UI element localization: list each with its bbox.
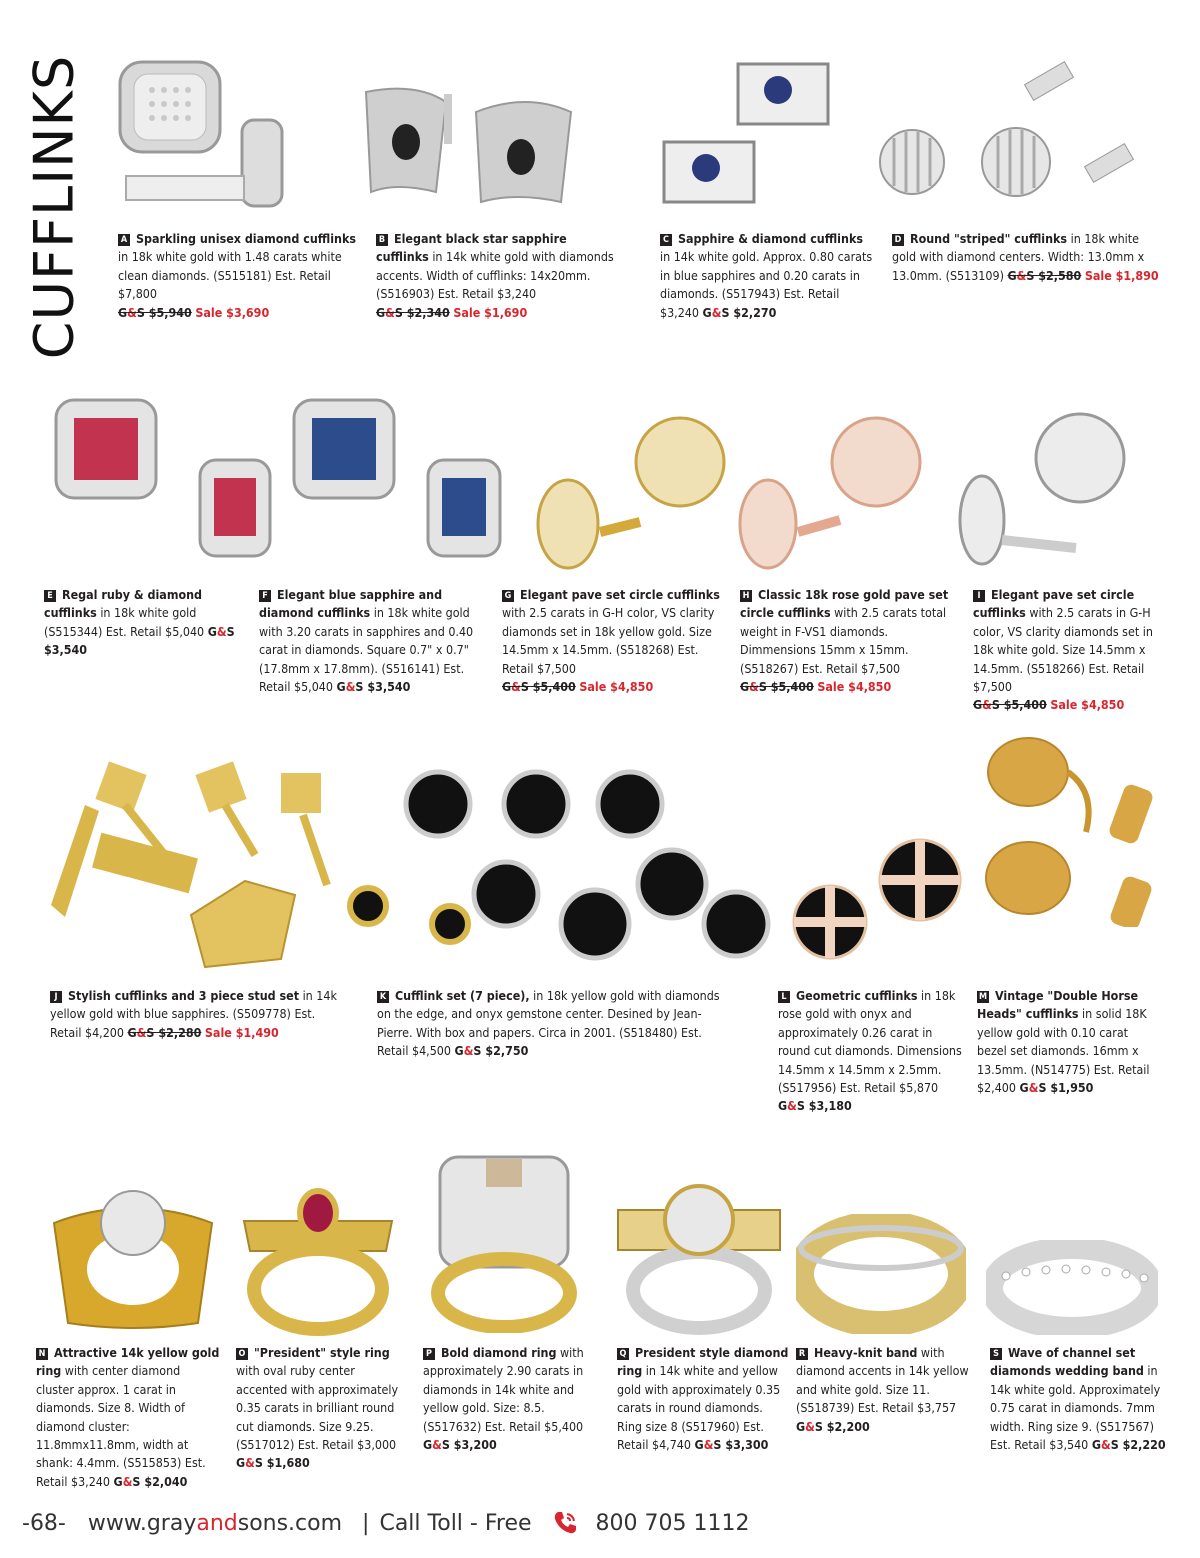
caption-o [236, 1344, 406, 1473]
product-image-q [614, 1180, 784, 1335]
caption-f [259, 586, 481, 696]
product-image-i [956, 410, 1156, 570]
sale-price: Sale $3,690 [195, 304, 270, 320]
product-image-p [424, 1153, 584, 1333]
phone-icon [550, 1508, 580, 1538]
caption-g [502, 586, 730, 696]
item-letter: J [50, 991, 62, 1003]
page-number: -68- [22, 1510, 66, 1536]
product-image-r [796, 1214, 966, 1334]
item-letter: E [44, 590, 56, 602]
item-title: Sparkling unisex diamond cufflinks [136, 231, 357, 246]
gs-price: G&S $3,540 [44, 623, 235, 658]
item-letter: O [236, 1348, 248, 1360]
product-image-a [112, 58, 292, 218]
product-image-l [790, 822, 970, 972]
item-letter: N [36, 1348, 48, 1360]
gs-price: G&S $2,040 [113, 1473, 188, 1489]
footer [22, 1506, 1182, 1540]
item-letter: I [973, 590, 985, 602]
product-image-e [50, 396, 275, 566]
section-title: CUFFLINKS [22, 54, 86, 360]
item-desc: with 2.5 carats total weight in F-VS1 diamonds. Dimmensions 15mm x 15mm. (S518267) Est. Retail $7,500 [740, 605, 947, 676]
item-title: Elegant black star sapphire cufflinks [376, 231, 567, 265]
sale-price: Sale $4,850 [579, 679, 654, 695]
caption-c [660, 230, 875, 322]
item-title: Attractive 14k yellow gold ring [36, 1345, 220, 1379]
caption-s [990, 1344, 1168, 1454]
item-letter: C [660, 234, 672, 246]
sale-price: Sale $4,850 [817, 679, 892, 695]
item-desc: in 18k white gold with diamond centers. Width: 13.0mm x 13.0mm. (S513109) [892, 231, 1145, 283]
item-desc: in 14k white gold with diamonds accents. Width of cufflinks: 14x20mm. (S516903) Est. Retail $3,240 [376, 249, 614, 302]
item-desc: in solid 18K yellow gold with 0.10 carat bezel set diamonds. 16mm x 13.5mm. (N514775) Est. Retail $2,400 [977, 1006, 1150, 1096]
product-image-h [736, 412, 936, 572]
product-image-s [986, 1240, 1158, 1335]
item-letter: F [259, 590, 271, 602]
gs-price: G&S $3,300 [694, 1437, 769, 1453]
gs-old-price: G&S $5,400 [502, 679, 576, 695]
item-title: Stylish cufflinks and 3 piece stud set [68, 988, 300, 1003]
caption-r [796, 1344, 976, 1436]
item-desc: with 2.5 carats in G-H color, VS clarity diamonds set in 18k yellow gold. Size 14.5mm x 14.5mm. (S518268) Est. Retail $7,500 [502, 605, 715, 676]
item-desc: in 14k white and yellow gold with approximately 0.35 carats in round diamonds. Ring size 8 (S517960) Est. Retail $4,740 [617, 1363, 781, 1453]
item-title: Round "striped" cufflinks [910, 231, 1068, 246]
product-image-k [340, 764, 772, 976]
product-image-m [976, 732, 1156, 927]
gs-old-price: G&S $2,340 [376, 304, 450, 320]
sale-price: Sale $1,690 [453, 304, 528, 320]
item-letter: D [892, 234, 904, 246]
item-desc: with oval ruby center accented with approximately 0.35 carats in brilliant round cut diamonds. Size 9.25. (S517012) Est. Retail $3,000 [236, 1363, 399, 1453]
gs-old-price: G&S $5,400 [740, 679, 814, 695]
item-desc: with approximately 2.90 carats in diamonds in 14k white and yellow gold. Size: 8.5. (S517632) Est. Retail $5,400 [423, 1345, 584, 1434]
item-desc: in 14k yellow gold with blue sapphires. (S509778) Est. Retail $4,200 [50, 988, 337, 1040]
item-desc: in 18k rose gold with onyx and approximately 0.26 carat in round cut diamonds. Dimensions 14.5mm x 14.5mm x 2.5mm. (S517956) Est. Retail $5,870 [778, 988, 962, 1096]
caption-n [36, 1344, 220, 1491]
gs-price: G&S $1,950 [1019, 1080, 1094, 1096]
item-desc: in 18k yellow gold with diamonds on the edge, and onyx gemstone center. Desined by Jean-Pierre. With box and papers. Circa in 2001. (S518480) Est. Retail $4,500 [377, 988, 720, 1059]
item-desc: with diamond accents in 14k yellow and white gold. Size 11. (S518739) Est. Retail $3,757 [796, 1345, 969, 1416]
caption-i [973, 586, 1155, 715]
footer-separator: | [362, 1510, 370, 1536]
caption-e [44, 586, 244, 660]
item-letter: S [990, 1348, 1002, 1360]
gs-price: G&S $3,540 [336, 679, 411, 695]
product-image-d [876, 58, 1151, 208]
item-letter: G [502, 590, 514, 602]
gs-price: G&S $2,200 [796, 1418, 870, 1434]
gs-old-price: G&S $2,580 [1007, 267, 1082, 283]
caption-j [50, 987, 340, 1042]
item-letter: B [376, 234, 388, 246]
item-desc: with 2.5 carats in G-H color, VS clarity diamonds set in 18k white gold. Size 14.5mm x 14.5mm. (S518266) Est. Retail $7,500 [973, 605, 1153, 695]
caption-a [118, 230, 356, 322]
product-image-b [356, 72, 586, 212]
sale-price: Sale $4,850 [1050, 697, 1125, 713]
gs-old-price: G&S $5,940 [118, 304, 192, 320]
gs-old-price: G&S $2,280 [127, 1024, 202, 1040]
caption-k [377, 987, 722, 1061]
item-letter: H [740, 590, 752, 602]
caption-q [617, 1344, 789, 1454]
gs-price: G&S $3,200 [423, 1437, 497, 1453]
item-title: Elegant pave set circle cufflinks [973, 587, 1135, 621]
item-title: Vintage "Double Horse Heads" cufflinks [977, 988, 1139, 1022]
item-title: Sapphire & diamond cufflinks [678, 231, 863, 246]
website-link[interactable]: www.grayandsons.com [87, 1510, 343, 1536]
product-image-j [35, 745, 345, 975]
item-letter: A [118, 234, 130, 246]
gs-price: G&S $3,180 [778, 1098, 852, 1114]
item-desc: in 14k white gold. Approx. 0.80 carats in blue sapphires and 0.20 carats in diamonds. (S517943) Est. Retail $3,240 [660, 249, 873, 320]
call-text: Call Toll - Free [379, 1510, 532, 1536]
item-title: "President" style ring [254, 1345, 390, 1360]
caption-l [778, 987, 964, 1116]
caption-p [423, 1344, 595, 1454]
gs-old-price: G&S $5,400 [973, 697, 1047, 713]
gs-price: G&S $2,270 [702, 304, 777, 320]
item-title: Elegant blue sapphire and diamond cufflinks [259, 587, 443, 621]
caption-h [740, 586, 958, 696]
item-title: Regal ruby & diamond cufflinks [44, 587, 203, 621]
item-title: Heavy-knit band [814, 1345, 918, 1360]
item-desc: in 18k white gold (S515344) Est. Retail $5,040 [44, 605, 205, 639]
sale-price: Sale $1,890 [1084, 267, 1159, 283]
item-title: Wave of channel set diamonds wedding band [990, 1345, 1144, 1379]
gs-price: G&S $2,220 [1091, 1437, 1166, 1453]
gs-price: G&S $2,750 [454, 1043, 529, 1059]
item-title: Cufflink set (7 piece), [395, 988, 530, 1003]
item-desc: with center diamond cluster approx. 1 carat in diamonds. Size 8. Width of diamond cluster: 11.8mmx11.8mm, width at shank: 4.4mm. (S515853) Est. Retail $3,240 [36, 1363, 206, 1489]
item-title: Classic 18k rose gold pave set circle cufflinks [740, 587, 949, 621]
sale-price: Sale $1,490 [204, 1024, 279, 1040]
item-title: Elegant pave set circle cufflinks [520, 587, 720, 602]
gs-price: G&S $1,680 [236, 1455, 310, 1471]
item-desc: in 14k white gold. Approximately 0.75 carat in diamonds. 7mm width. Ring size 9. (S517567) Est. Retail $3,540 [990, 1363, 1161, 1453]
item-desc: in 18k white gold with 1.48 carats white clean diamonds. (S515181) Est. Retail $7,800 [118, 249, 342, 302]
product-image-f [288, 396, 513, 566]
item-letter: K [377, 991, 389, 1003]
item-letter: P [423, 1348, 435, 1360]
phone-number[interactable]: 800 705 1112 [595, 1510, 750, 1536]
item-letter: Q [617, 1348, 629, 1360]
item-letter: L [778, 991, 790, 1003]
item-letter: M [978, 992, 988, 1002]
item-title: President style diamond ring [617, 1345, 789, 1379]
caption-d [892, 230, 1160, 285]
product-image-g [530, 412, 730, 572]
product-image-c [660, 60, 840, 210]
caption-b [376, 230, 616, 322]
item-title: Bold diamond ring [441, 1345, 557, 1360]
product-image-n [48, 1183, 218, 1333]
caption-m [977, 987, 1155, 1097]
product-image-o [236, 1181, 401, 1336]
item-title: Geometric cufflinks [796, 988, 918, 1003]
item-desc: in 18k white gold with 3.20 carats in sapphires and 0.40 carat in diamonds. Square 0.7" x 0.7" (17.8mm x 17.8mm). (S516141) Est. Retail $5,040 [259, 605, 474, 695]
item-letter: R [796, 1348, 808, 1360]
